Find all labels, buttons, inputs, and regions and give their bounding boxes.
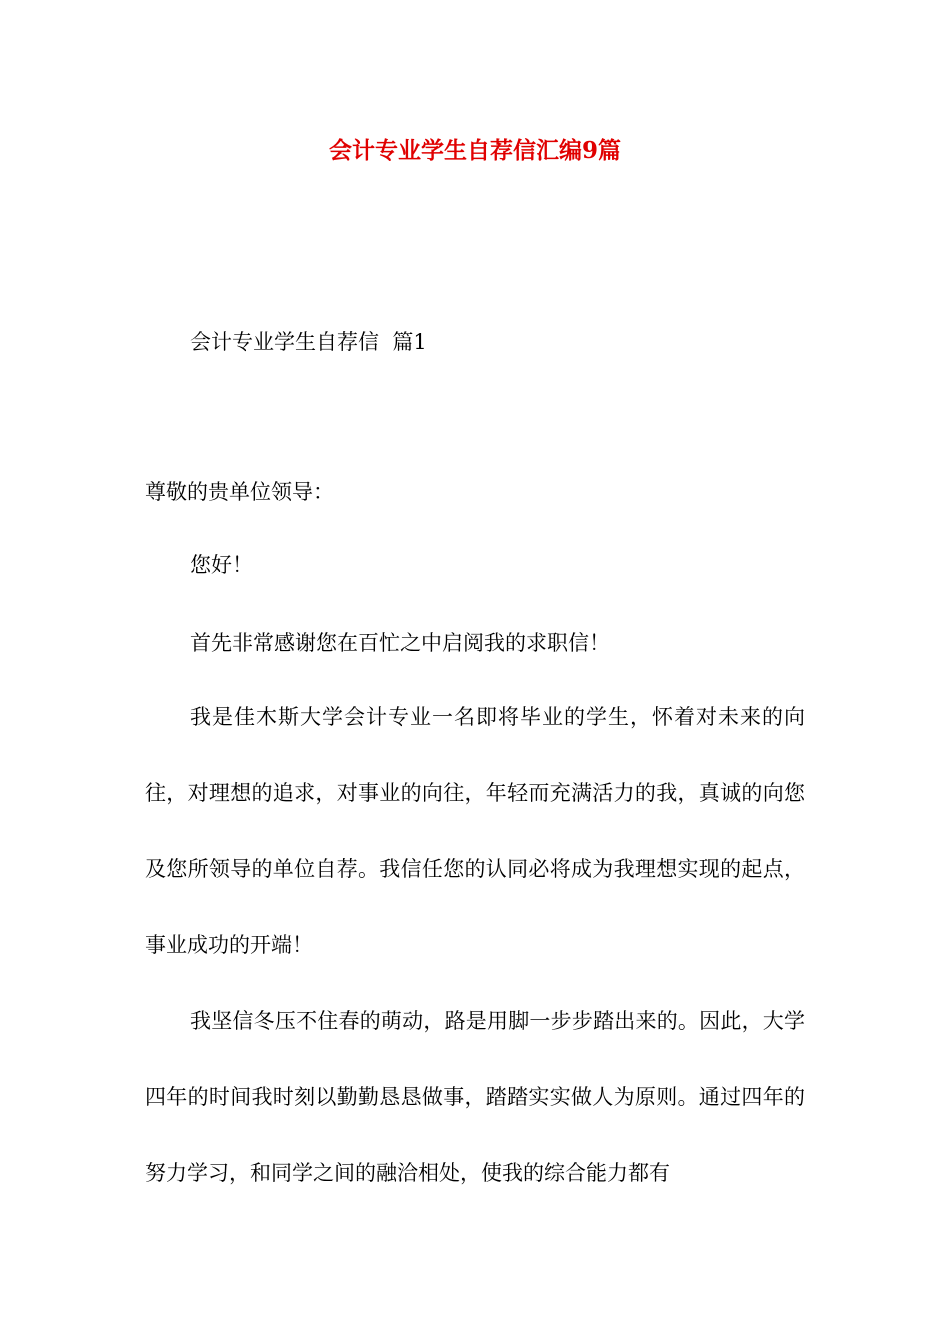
- greeting: 您好！: [190, 553, 253, 577]
- paragraph-3: 我坚信冬压不住春的萌动，路是用脚一步步踏出来的。因此，大学四年的时间我时刻以勤勤恳恳做事，踏踏实实做人为原则。通过四年的努力学习，和同学之间的融洽相处，使我的综合能力都有: [145, 1009, 805, 1185]
- paragraph-1: 首先非常感谢您在百忙之中启阅我的求职信！: [190, 631, 610, 655]
- paragraph-2: 我是佳木斯大学会计专业一名即将毕业的学生，怀着对未来的向往，对理想的追求，对事业的向往，年轻而充满活力的我，真诚的向您及您所领导的单位自荐。我信任您的认同必将成为我理想实现的起点，事业成功的开端！: [145, 705, 805, 957]
- section-heading: 会计专业学生自荐信 篇1: [190, 330, 427, 354]
- salutation: 尊敬的贵单位领导：: [145, 480, 334, 504]
- document-title: 会计专业学生自荐信汇编9篇: [328, 137, 621, 164]
